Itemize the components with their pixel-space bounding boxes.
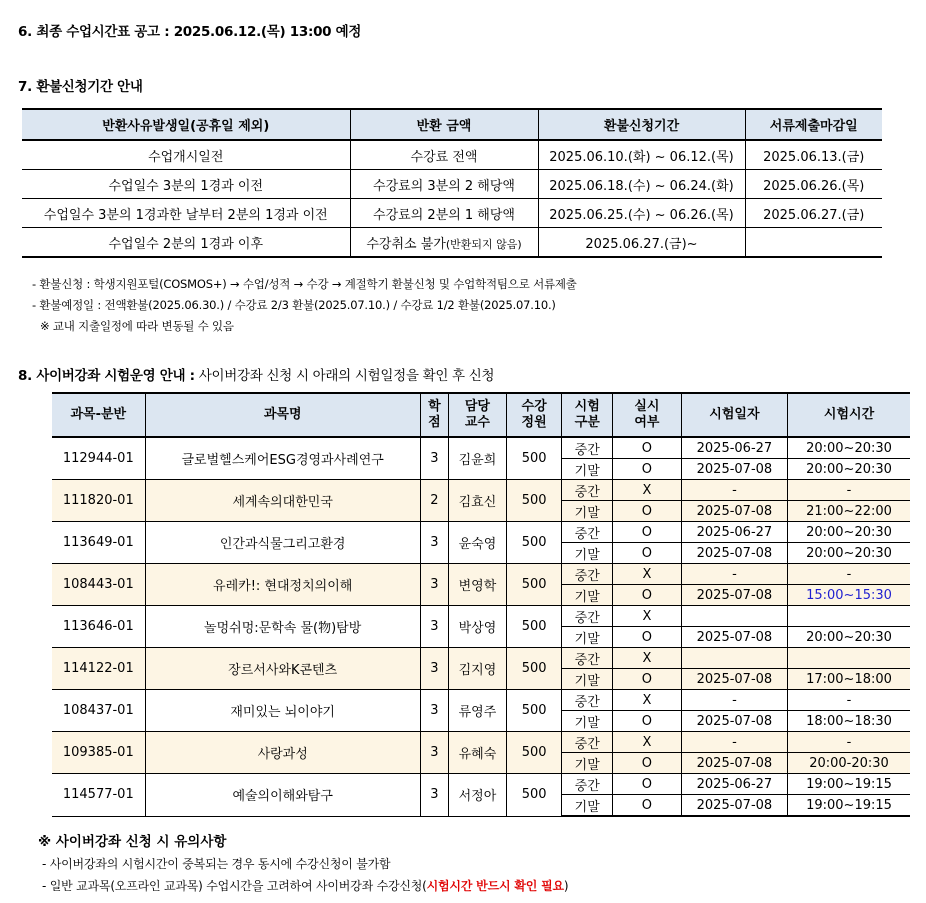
exam-date: 2025-06-27 — [681, 774, 787, 795]
refund-cell-period: 2025.06.27.(금)~ — [538, 228, 745, 258]
refund-note-date: - 환불예정일 : 전액환불(2025.06.30.) / 수강료 2/3 환불(2025.07.10.) / 수강료 1/2 환불(2025.07.10.) — [32, 298, 556, 312]
course-credit: 3 — [420, 732, 448, 774]
exam-time — [788, 606, 910, 627]
exam-held: O — [613, 501, 682, 522]
refund-cell-reason: 수업일수 3분의 1경과 이전 — [22, 170, 350, 199]
exam-type: 기말 — [562, 585, 613, 606]
exam-time: 20:00-20:30 — [788, 753, 910, 774]
refund-header-reason: 반환사유발생일(공휴일 제외) — [22, 109, 350, 140]
exam-held: X — [613, 732, 682, 753]
exam-date: 2025-07-08 — [681, 711, 787, 732]
exam-header-credit: 학 점 — [420, 393, 448, 437]
course-code: 111820-01 — [52, 480, 145, 522]
exam-held: O — [613, 774, 682, 795]
section-6-title: 6. 최종 수업시간표 공고 : 2025.06.12.(목) 13:00 예정 — [18, 24, 362, 40]
refund-cell-amount: 수강취소 불가(반환되지 않음) — [350, 228, 538, 258]
exam-row — [52, 437, 910, 459]
exam-date: 2025-07-08 — [681, 669, 787, 690]
exam-time — [788, 648, 910, 669]
course-capacity: 500 — [506, 690, 562, 732]
section-8-title-desc: 사이버강좌 신청 시 아래의 시험일정을 확인 후 신청 — [194, 368, 495, 384]
exam-header-professor: 담당 교수 — [449, 393, 507, 437]
exam-held: O — [613, 585, 682, 606]
course-professor: 류영주 — [449, 690, 507, 732]
section-7-title: 7. 환불신청기간 안내 — [18, 79, 143, 95]
course-professor: 김지영 — [449, 648, 507, 690]
exam-type: 기말 — [562, 753, 613, 774]
refund-cell-deadline — [745, 228, 882, 258]
course-capacity: 500 — [506, 480, 562, 522]
course-name: 유레카!: 현대정치의이해 — [145, 564, 420, 606]
course-capacity: 500 — [506, 732, 562, 774]
exam-date: 2025-07-08 — [681, 753, 787, 774]
exam-date: - — [681, 480, 787, 501]
exam-type: 기말 — [562, 669, 613, 690]
exam-row — [52, 690, 910, 711]
course-code: 108437-01 — [52, 690, 145, 732]
exam-date: 2025-07-08 — [681, 795, 787, 817]
course-credit: 3 — [420, 522, 448, 564]
course-name: 예술의이해와탐구 — [145, 774, 420, 817]
exam-date: 2025-07-08 — [681, 459, 787, 480]
course-professor: 유혜숙 — [449, 732, 507, 774]
refund-note-apply: - 환불신청 : 학생지원포털(COSMOS+) → 수업/성적 → 수강 → 계절학기 환불신청 및 수업학적팀으로 서류제출 — [32, 277, 577, 291]
course-credit: 3 — [420, 564, 448, 606]
exam-held: X — [613, 480, 682, 501]
exam-held: O — [613, 795, 682, 817]
refund-cell-reason: 수업개시일전 — [22, 140, 350, 170]
refund-header-amount: 반환 금액 — [350, 109, 538, 140]
exam-date — [681, 606, 787, 627]
exam-held: O — [613, 459, 682, 480]
course-code: 114577-01 — [52, 774, 145, 817]
course-name: 장르서사와K콘텐츠 — [145, 648, 420, 690]
course-capacity: 500 — [506, 774, 562, 817]
exam-time: 19:00~19:15 — [788, 774, 910, 795]
section-8-title — [18, 364, 494, 384]
exam-type: 기말 — [562, 543, 613, 564]
course-credit: 3 — [420, 606, 448, 648]
exam-time: 19:00~19:15 — [788, 795, 910, 817]
exam-type: 기말 — [562, 501, 613, 522]
refund-row — [22, 170, 882, 199]
exam-time: - — [788, 690, 910, 711]
refund-row — [22, 140, 882, 170]
cyber-note-offline: - 일반 교과목(오프라인 교과목) 수업시간을 고려하여 사이버강좌 수강신청(시험시간 반드시 확인 필요) — [42, 879, 569, 893]
exam-type: 중간 — [562, 774, 613, 795]
course-credit: 3 — [420, 437, 448, 480]
exam-time: - — [788, 564, 910, 585]
course-capacity: 500 — [506, 437, 562, 480]
refund-cell-period: 2025.06.18.(수) ~ 06.24.(화) — [538, 170, 745, 199]
section-8-title-bold: 8. 사이버강좌 시험운영 안내 : — [18, 368, 195, 384]
exam-header-time: 시험시간 — [788, 393, 910, 437]
exam-time: - — [788, 480, 910, 501]
refund-row — [22, 199, 882, 228]
refund-table — [22, 108, 882, 258]
course-professor: 윤숙영 — [449, 522, 507, 564]
exam-type: 중간 — [562, 437, 613, 459]
exam-type: 기말 — [562, 711, 613, 732]
exam-type: 기말 — [562, 795, 613, 817]
exam-time: 20:00~20:30 — [788, 543, 910, 564]
course-capacity: 500 — [506, 606, 562, 648]
exam-time: 18:00~18:30 — [788, 711, 910, 732]
exam-date: 2025-07-08 — [681, 543, 787, 564]
exam-type: 중간 — [562, 606, 613, 627]
exam-type: 중간 — [562, 564, 613, 585]
exam-held: O — [613, 753, 682, 774]
course-code: 109385-01 — [52, 732, 145, 774]
course-code: 113649-01 — [52, 522, 145, 564]
exam-date — [681, 648, 787, 669]
exam-header-type: 시험 구분 — [562, 393, 613, 437]
exam-header-name: 과목명 — [145, 393, 420, 437]
refund-cell-amount: 수강료의 3분의 2 해당액 — [350, 170, 538, 199]
exam-row — [52, 522, 910, 543]
exam-held: O — [613, 437, 682, 459]
refund-cell-amount: 수강료의 2분의 1 해당액 — [350, 199, 538, 228]
exam-date: 2025-06-27 — [681, 437, 787, 459]
exam-type: 중간 — [562, 732, 613, 753]
exam-held: O — [613, 543, 682, 564]
cyber-note-overlap: - 사이버강좌의 시험시간이 중복되는 경우 동시에 수강신청이 불가함 — [42, 857, 391, 871]
course-capacity: 500 — [506, 564, 562, 606]
cyber-notes-title: ※ 사이버강좌 신청 시 유의사항 — [38, 834, 227, 850]
exam-time: 17:00~18:00 — [788, 669, 910, 690]
exam-time: 20:00~20:30 — [788, 437, 910, 459]
refund-cell-reason: 수업일수 2분의 1경과 이후 — [22, 228, 350, 258]
exam-time: 20:00~20:30 — [788, 522, 910, 543]
exam-row — [52, 774, 910, 795]
exam-date: - — [681, 564, 787, 585]
course-credit: 3 — [420, 774, 448, 817]
exam-held: O — [613, 711, 682, 732]
course-credit: 3 — [420, 690, 448, 732]
exam-held: X — [613, 564, 682, 585]
cyber-note-warning: 시험시간 반드시 확인 필요 — [426, 879, 564, 893]
refund-cell-deadline: 2025.06.26.(목) — [745, 170, 882, 199]
exam-type: 기말 — [562, 627, 613, 648]
exam-type: 기말 — [562, 459, 613, 480]
exam-time: 21:00~22:00 — [788, 501, 910, 522]
course-code: 114122-01 — [52, 648, 145, 690]
refund-row — [22, 228, 882, 258]
exam-row — [52, 648, 910, 669]
refund-cell-period: 2025.06.25.(수) ~ 06.26.(목) — [538, 199, 745, 228]
exam-date: 2025-07-08 — [681, 501, 787, 522]
exam-time: 20:00~20:30 — [788, 459, 910, 480]
exam-header-code: 과목-분반 — [52, 393, 145, 437]
exam-held: X — [613, 606, 682, 627]
exam-row — [52, 480, 910, 501]
course-capacity: 500 — [506, 522, 562, 564]
refund-cell-reason: 수업일수 3분의 1경과한 날부터 2분의 1경과 이전 — [22, 199, 350, 228]
refund-cell-period: 2025.06.10.(화) ~ 06.12.(목) — [538, 140, 745, 170]
exam-date: - — [681, 732, 787, 753]
exam-table — [52, 392, 910, 817]
course-code: 108443-01 — [52, 564, 145, 606]
refund-cell-deadline: 2025.06.13.(금) — [745, 140, 882, 170]
course-name: 세계속의대한민국 — [145, 480, 420, 522]
course-code: 112944-01 — [52, 437, 145, 480]
refund-cell-deadline: 2025.06.27.(금) — [745, 199, 882, 228]
refund-header-deadline: 서류제출마감일 — [745, 109, 882, 140]
exam-date: - — [681, 690, 787, 711]
exam-held: X — [613, 690, 682, 711]
refund-note-caution: ※ 교내 지출일정에 따라 변동될 수 있음 — [40, 319, 234, 333]
course-credit: 3 — [420, 648, 448, 690]
exam-type: 중간 — [562, 522, 613, 543]
exam-row — [52, 732, 910, 753]
exam-row — [52, 606, 910, 627]
exam-row — [52, 564, 910, 585]
course-professor: 서정아 — [449, 774, 507, 817]
exam-date: 2025-07-08 — [681, 585, 787, 606]
exam-held: X — [613, 648, 682, 669]
course-capacity: 500 — [506, 648, 562, 690]
course-credit: 2 — [420, 480, 448, 522]
course-professor: 김윤희 — [449, 437, 507, 480]
exam-header-held: 실시 여부 — [613, 393, 682, 437]
exam-time: - — [788, 732, 910, 753]
course-name: 재미있는 뇌이야기 — [145, 690, 420, 732]
course-name: 사랑과성 — [145, 732, 420, 774]
exam-held: O — [613, 522, 682, 543]
exam-time: 20:00~20:30 — [788, 627, 910, 648]
exam-header-date: 시험일자 — [681, 393, 787, 437]
course-name: 인간과식물그리고환경 — [145, 522, 420, 564]
course-name: 글로벌헬스케어ESG경영과사례연구 — [145, 437, 420, 480]
course-professor: 김효신 — [449, 480, 507, 522]
exam-time: 15:00~15:30 — [788, 585, 910, 606]
exam-date: 2025-06-27 — [681, 522, 787, 543]
exam-type: 중간 — [562, 648, 613, 669]
refund-cell-amount: 수강료 전액 — [350, 140, 538, 170]
course-professor: 박상영 — [449, 606, 507, 648]
exam-type: 중간 — [562, 690, 613, 711]
course-name: 놀멍쉬멍:문학속 물(物)탐방 — [145, 606, 420, 648]
exam-type: 중간 — [562, 480, 613, 501]
exam-date: 2025-07-08 — [681, 627, 787, 648]
exam-header-capacity: 수강 정원 — [506, 393, 562, 437]
refund-header-period: 환불신청기간 — [538, 109, 745, 140]
exam-held: O — [613, 627, 682, 648]
course-code: 113646-01 — [52, 606, 145, 648]
exam-held: O — [613, 669, 682, 690]
course-professor: 변영학 — [449, 564, 507, 606]
